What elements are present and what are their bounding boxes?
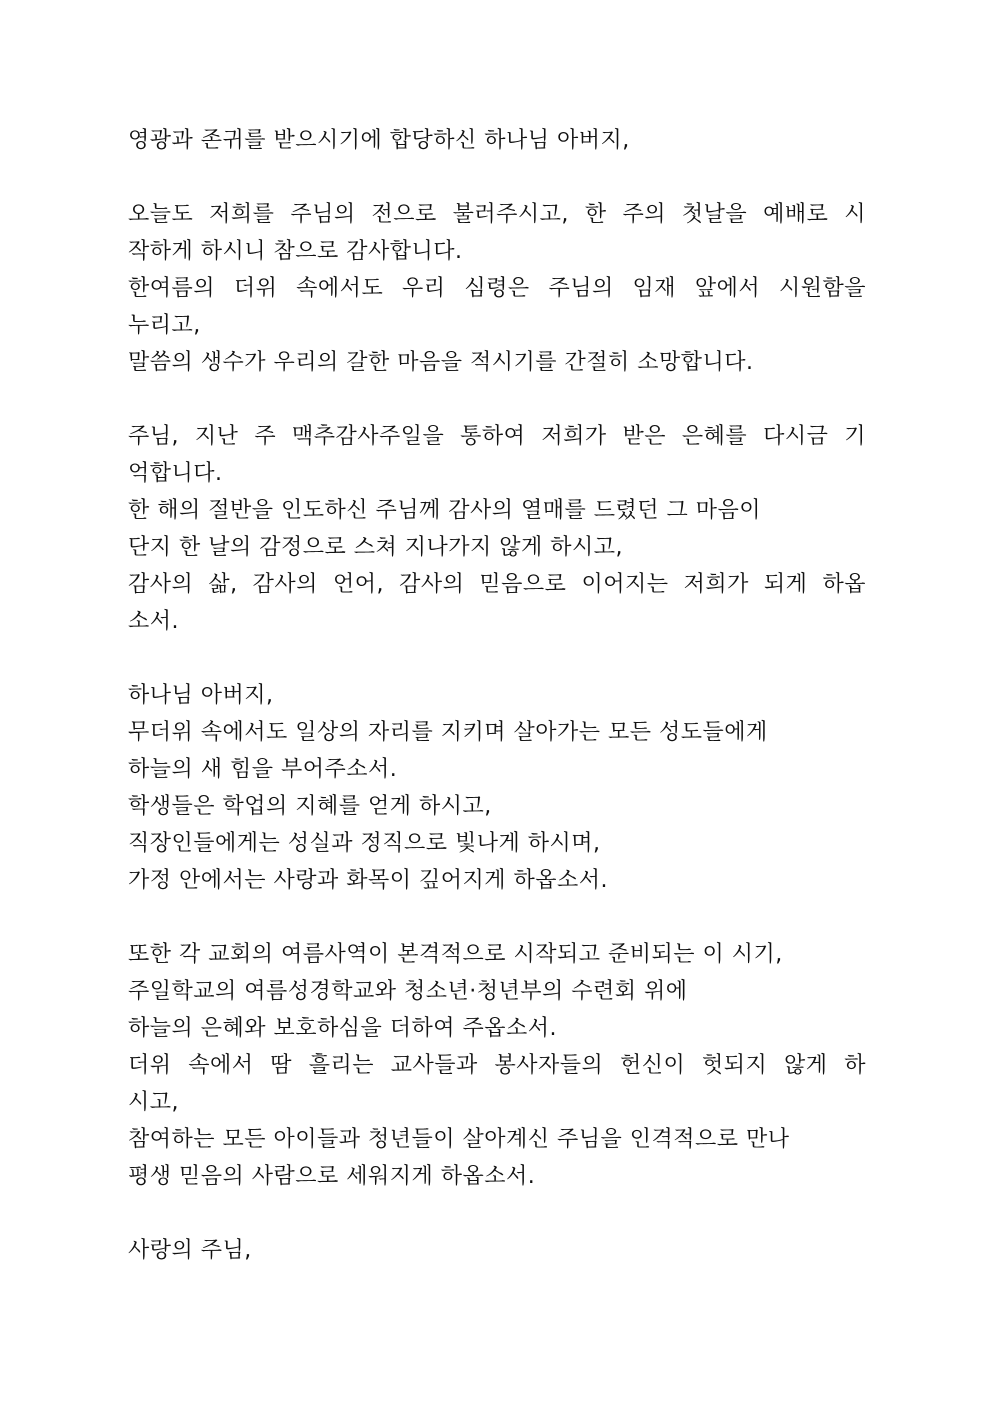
text-line: 억합니다. <box>128 461 223 486</box>
text-line: 직장인들에게는 성실과 정직으로 빛나게 하시며, <box>128 831 601 856</box>
paragraph-summer-ministry <box>128 936 866 1195</box>
text-line: 단지 한 날의 감정으로 스쳐 지나가지 않게 하시고, <box>128 535 623 560</box>
text-line: 참여하는 모든 아이들과 청년들이 살아계신 주님을 인격적으로 만나 <box>128 1127 790 1152</box>
text-line: 평생 믿음의 사람으로 세워지게 하옵소서. <box>128 1164 536 1189</box>
text-line: 한여름의 더위 속에서도 우리 심령은 주님의 임재 앞에서 시원함을 <box>128 276 866 301</box>
text-line: 학생들은 학업의 지혜를 얻게 하시고, <box>128 794 492 819</box>
text-line: 누리고, <box>128 313 201 338</box>
text-line: 주일학교의 여름성경학교와 청소년·청년부의 수련회 위에 <box>128 979 688 1004</box>
text-line: 소서. <box>128 609 179 634</box>
paragraph-harvest-thanksgiving <box>128 418 866 640</box>
paragraph-opening <box>128 122 866 159</box>
text-line: 가정 안에서는 사랑과 화목이 깊어지게 하옵소서. <box>128 868 609 893</box>
text-line: 사랑의 주님, <box>128 1238 252 1263</box>
text-line: 영광과 존귀를 받으시기에 합당하신 하나님 아버지, <box>128 128 630 153</box>
text-line: 하늘의 은혜와 보호하심을 더하여 주옵소서. <box>128 1016 558 1041</box>
text-line: 감사의 삶, 감사의 언어, 감사의 믿음으로 이어지는 저희가 되게 하옵 <box>128 572 866 597</box>
text-line: 말씀의 생수가 우리의 갈한 마음을 적시기를 간절히 소망합니다. <box>128 350 754 375</box>
text-line: 오늘도 저희를 주님의 전으로 불러주시고, 한 주의 첫날을 예배로 시 <box>128 202 866 227</box>
text-line: 시고, <box>128 1090 179 1115</box>
text-line: 작하게 하시니 참으로 감사합니다. <box>128 239 463 264</box>
text-line: 또한 각 교회의 여름사역이 본격적으로 시작되고 준비되는 이 시기, <box>128 942 783 967</box>
paragraph-daily-life <box>128 677 866 899</box>
text-line: 한 해의 절반을 인도하신 주님께 감사의 열매를 드렸던 그 마음이 <box>128 498 761 523</box>
text-line: 하나님 아버지, <box>128 683 274 708</box>
text-line: 더위 속에서 땀 흘리는 교사들과 봉사자들의 헌신이 헛되지 않게 하 <box>128 1053 866 1078</box>
text-line: 하늘의 새 힘을 부어주소서. <box>128 757 398 782</box>
prayer-text <box>128 122 866 1269</box>
text-line: 무더위 속에서도 일상의 자리를 지키며 살아가는 모든 성도들에게 <box>128 720 768 745</box>
paragraph-thanks-worship <box>128 196 866 381</box>
text-line: 주님, 지난 주 맥추감사주일을 통하여 저희가 받은 은혜를 다시금 기 <box>128 424 866 449</box>
paragraph-closing-address <box>128 1232 866 1269</box>
